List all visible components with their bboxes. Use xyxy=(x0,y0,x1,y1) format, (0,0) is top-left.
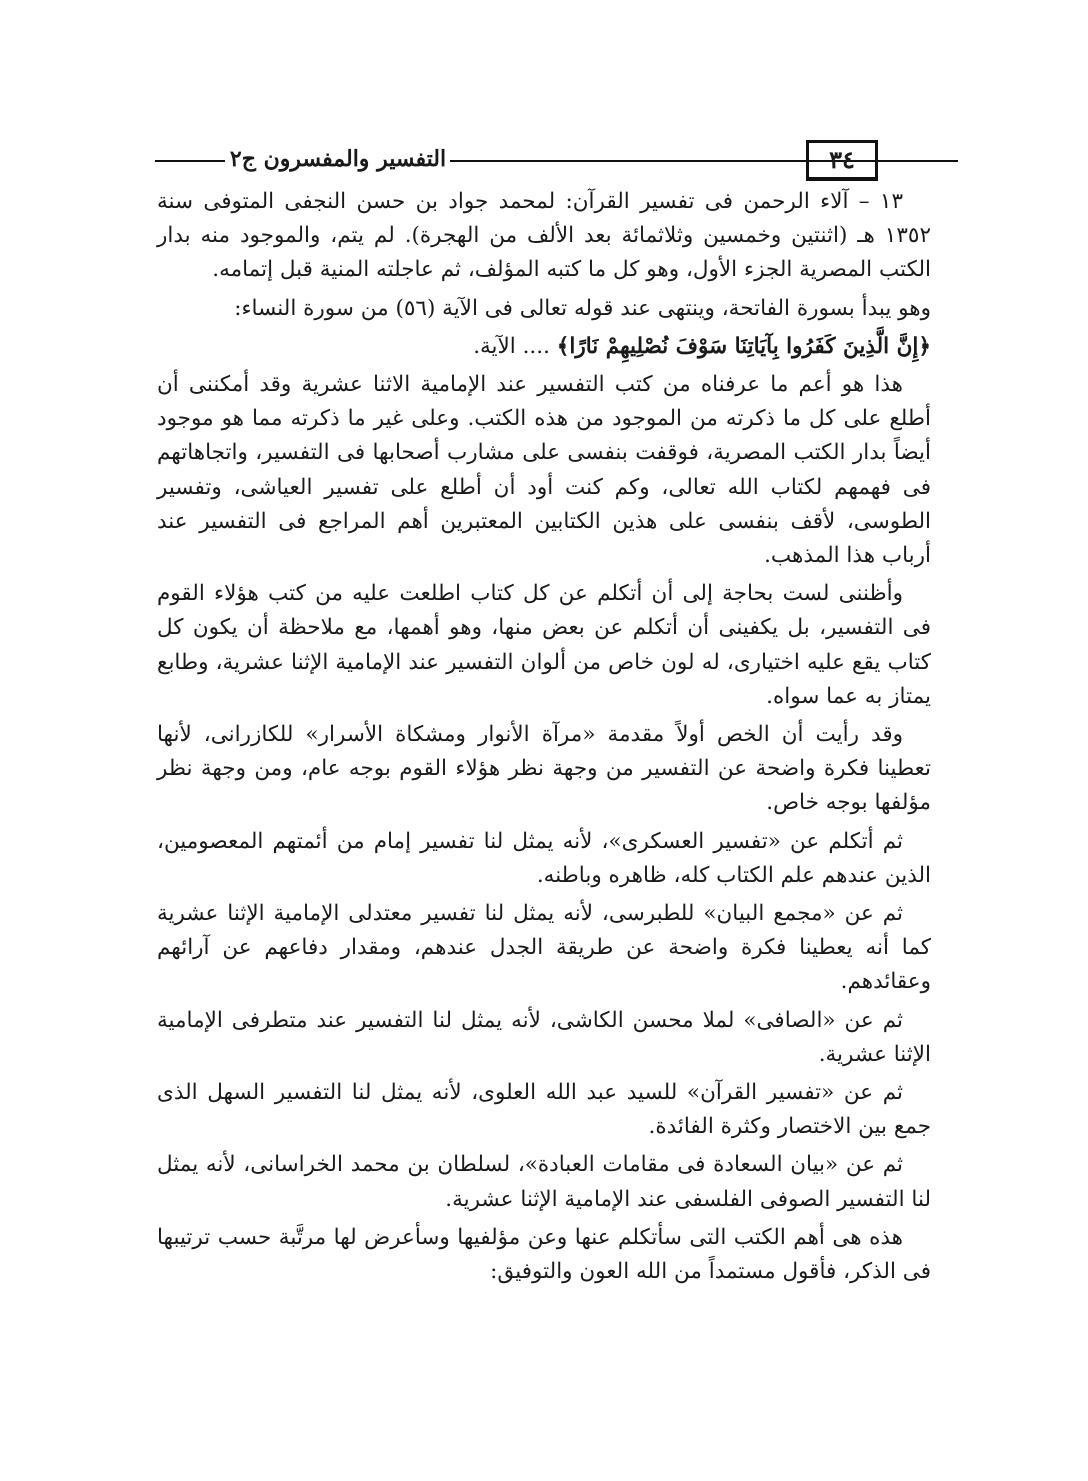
paragraph: وقد رأيت أن الخص أولاً مقدمة «مرآة الأنوار ومشكاة الأسرار» للكازرانى، لأنها تعطينا فكرة واضحة عن التفسير من وجهة نظر هؤلاء القوم بوجه عام، ومن وجهة نظر مؤلفها بوجه خاص. xyxy=(157,722,931,816)
paragraph: ثم عن «بيان السعادة فى مقامات العبادة»، لسلطان بن محمد الخراسانى، لأنه يمثل لنا التفسير الصوفى الفلسفى عند الإمامية الإثنا عشرية. xyxy=(157,1152,931,1212)
paragraph: هذه هى أهم الكتب التى سأتكلم عنها وعن مؤلفيها وسأعرض لها مرتَّبة حسب ترتيبها فى الذكر، فأقول مستمداً من الله العون والتوفيق: xyxy=(157,1224,931,1285)
paragraph: وأظننى لست بحاجة إلى أن أتكلم عن كل كتاب اطلعت عليه من كتب هؤلاء القوم فى التفسير، بل يكفينى أن أتكلم عن بعض منها، وهو أهمها، مع ملاحظة أن يكون كل كتاب يقع عليه اختيارى، له لون خاص من ألوان التفسير عند الإمامية الإثنا عشرية، وطابع يمتاز به عما سواه. xyxy=(157,581,931,709)
paragraph: ثم عن «تفسير القرآن» للسيد عبد الله العلوى، لأنه يمثل لنا التفسير السهل الذى جمع بين الاختصار وكثرة الفائدة. xyxy=(157,1080,931,1140)
quran-verse: ﴿إِنَّ الَّذِينَ كَفَرُوا بِآيَاتِنَا سَوْفَ نُصْلِيهِمْ نَارًا﴾ xyxy=(556,333,931,359)
quran-verse-line xyxy=(157,330,931,364)
header-rule-right xyxy=(876,160,931,162)
verse-suffix: .... الآية. xyxy=(473,333,550,359)
paragraph: ١٣ – آلاء الرحمن فى تفسير القرآن: لمحمد جواد بن حسن النجفى المتوفى سنة ١٣٥٢ هـ (اثنتين وخمسين وثلاثمائة بعد الألف من الهجرة). لم يتم، والموجود منه بدار الكتب المصرية الجزء الأول، وهو كل ما كتبه المؤلف، ثم عاجلته المنية قبل إتمامه. xyxy=(157,189,931,283)
paragraph: ثم عن «الصافى» لملا محسن الكاشى، لأنه يمثل لنا التفسير عند متطرفى الإمامية الإثنا عشرية. xyxy=(157,1007,931,1067)
paragraph: ثم عن «مجمع البيان» للطبرسى، لأنه يمثل لنا تفسير معتدلى الإمامية الإثنا عشرية كما أنه يعطينا فكرة واضحة عن طريقة الجدل عندهم، ومقدار دفاعهم عن آرائهم وعقائدهم. xyxy=(157,901,931,995)
running-title: التفسير والمفسرون ج٢ xyxy=(229,146,447,172)
paragraph: وهو يبدأ بسورة الفاتحة، وينتهى عند قوله تعالى فى الآية (٥٦) من سورة النساء: xyxy=(234,295,931,321)
body-text xyxy=(157,185,931,1293)
page-header xyxy=(155,140,931,182)
paragraph: هذا هو أعم ما عرفناه من كتب التفسير عند الإمامية الاثنا عشرية وقد أمكننى أن أطلع على كل ما ذكرته من الموجود من هذه الكتب. وعلى غير ما ذكرته مما هو موجود أيضاً بدار الكتب المصرية، فوقفت بنفسى على مشارب أصحابها فى التفسير، واتجاهاتهم فى فهمهم لكتاب الله تعالى، وكم كنت أود أن أطلع على تفسير العياشى، وتفسير الطوسى، لأقف بنفسى على هذين الكتابين المعتبرين أهم المراجع فى التفسير عند أرباب هذا المذهب. xyxy=(157,372,931,569)
paragraph: ثم أتكلم عن «تفسير العسكرى»، لأنه يمثل لنا تفسير إمام من أئمتهم المعصومين، الذين عندهم علم الكتاب كله، ظاهره وباطنه. xyxy=(157,828,931,888)
page-number: ٣٤ xyxy=(806,140,878,181)
header-rule-left xyxy=(155,160,225,162)
